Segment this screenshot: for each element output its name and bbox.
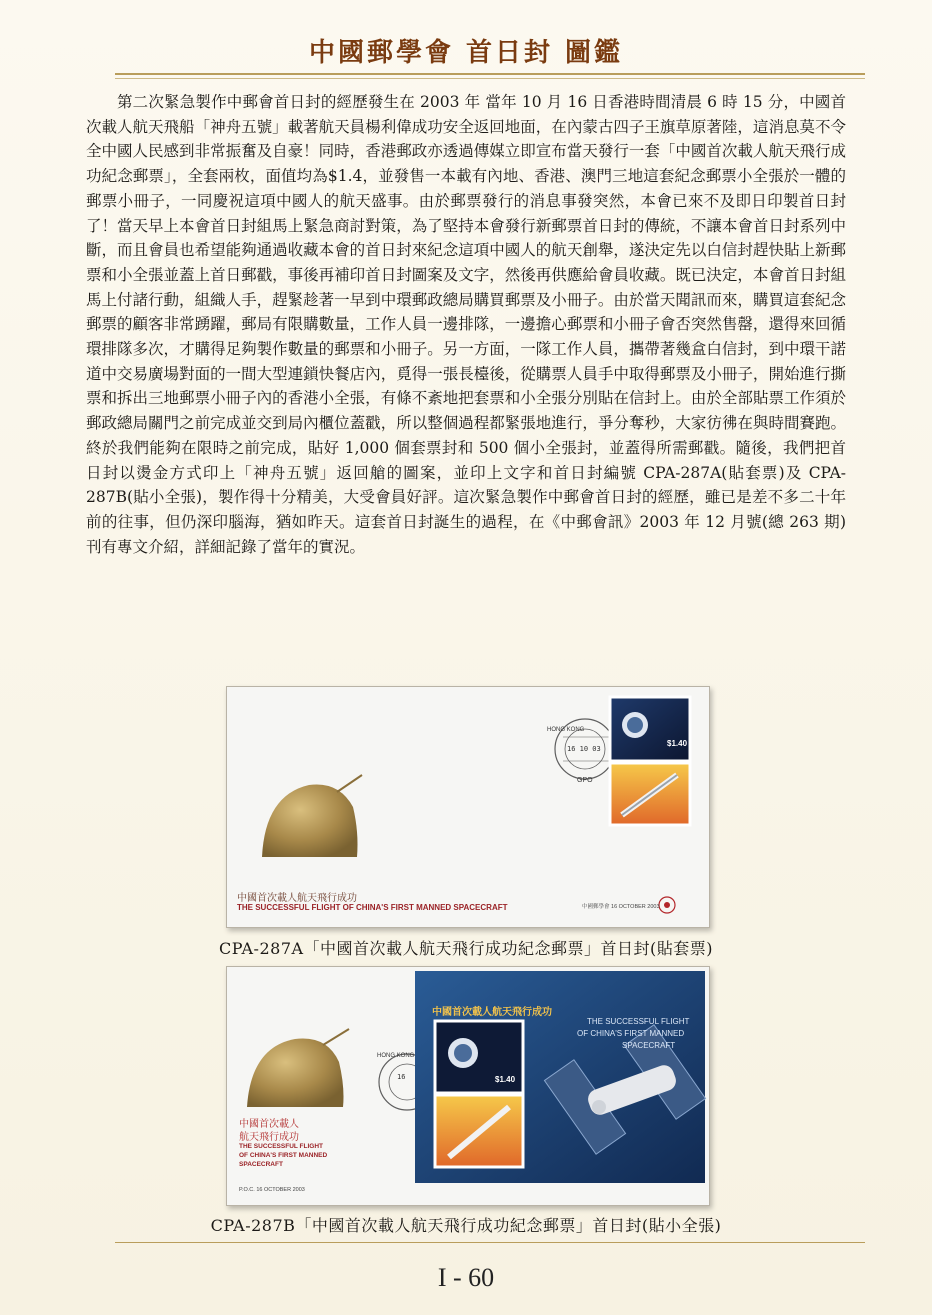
caption-cpa-287b: CPA-287B「中國首次載人航天飛行成功紀念郵票」首日封(貼小全張) xyxy=(210,1216,722,1235)
cover-a-footer: 中國郵學會 16 OCTOBER 2003 xyxy=(582,904,660,910)
postmark-code: GPO xyxy=(577,777,593,784)
footer-rule xyxy=(115,1242,865,1243)
title-rule xyxy=(115,73,865,75)
page-title: 中國郵學會 首日封 圖鑑 xyxy=(308,38,624,68)
stamp-astronaut xyxy=(610,697,690,761)
sheet-title-en-1: THE SUCCESSFUL FLIGHT xyxy=(587,1017,690,1026)
cover-b-title-cn-2: 航天飛行成功 xyxy=(239,1132,299,1143)
page-number: I - 60 xyxy=(437,1263,495,1292)
cover-a-title-en: THE SUCCESSFUL FLIGHT OF CHINA'S FIRST MANNED SPACECRAFT xyxy=(237,903,508,912)
cover-b-title-en-1: THE SUCCESSFUL FLIGHT xyxy=(239,1143,324,1150)
sheet-title-en-3: SPACECRAFT xyxy=(622,1041,676,1050)
article-body xyxy=(86,90,846,559)
postmark-date: 16 10 03 xyxy=(567,745,601,753)
cover-b-title-cn-1: 中國首次載人 xyxy=(239,1119,299,1130)
capsule-icon xyxy=(262,784,358,857)
title-rule-thin xyxy=(115,78,865,79)
cover-a-title-cn: 中國首次載人航天飛行成功 xyxy=(237,893,357,904)
stamp-value: $1.40 xyxy=(667,739,688,748)
cover-cpa-287b xyxy=(226,966,710,1206)
cover-b-title-en-3: SPACECRAFT xyxy=(239,1161,283,1168)
postmark-place: HONG KONG xyxy=(547,727,585,733)
cover-cpa-287a xyxy=(226,686,710,928)
cover-b-title-en-2: OF CHINA'S FIRST MANNED xyxy=(239,1152,328,1159)
postmark-place: HONG KONG xyxy=(377,1053,415,1059)
caption-cpa-287a: CPA-287A「中國首次載人航天飛行成功紀念郵票」首日封(貼套票) xyxy=(218,939,714,958)
article-paragraph: 第二次緊急製作中郵會首日封的經歷發生在 2003 年 當年 10 月 16 日香港時間清晨 6 時 15 分，中國首次載人航天飛船「神舟五號」載著航天員楊利偉成功安全返回地面，在內蒙古四子王旗草原著陸，這消息莫不令全中國人民感到非常振奮及自豪！同時，香港郵政亦透過傳媒立即宣布當天發行一套「中國首次載人航天飛行成功紀念郵票」，全套兩枚，面值均為$1.4，並發售一本載有內地、香港、澳門三地這套紀念郵票小全張於一體的郵票小冊子，一同慶祝這項中國人的航天盛事。由於郵票發行的消息事發突然，本會已來不及即日印製首日封了！當天早上本會首日封組馬上緊急商討對策，為了堅持本會發行新郵票首日封的傳統，不讓本會首日封系列中斷，而且會員也希望能夠通過收藏本會的首日封來紀念這項中國人的航天創舉，遂決定先以白信封趕快貼上新郵票和小全張並蓋上首日郵戳，事後再補印首日封圖案及文字，然後再供應給會員收藏。既已決定，本會首日封組馬上付諸行動，組織人手，趕緊趁著一早到中環郵政總局購買郵票及小冊子。由於當天聞訊而來，購買這套紀念郵票的顧客非常踴躍，郵局有限購數量，工作人員一邊排隊，一邊擔心郵票和小冊子會否突然售罄，還得來回循環排隊多次，才購得足夠製作數量的郵票和小冊子。另一方面，一隊工作人員，攜帶著幾盒白信封，到中環干諾道中交易廣場對面的一間大型連鎖快餐店內，覓得一張長檯後，從購票人員手中取得郵票及小冊子，開始進行撕票和拆出三地郵票小冊子內的香港小全張，有條不紊地把套票和小全張分別貼在信封上。由於全部貼票工作須於郵政總局關門之前完成並交到局內櫃位蓋戳，所以整個過程都緊張地進行，爭分奪秒，大家彷彿在與時間賽跑。終於我們能夠在限時之前完成，貼好 1,000 個套票封和 500 個小全張封，並蓋得所需郵戳。隨後，我們把首日封以燙金方式印上「神舟五號」返回艙的圖案，並印上文字和首日封編號 CPA-287A(貼套票)及 CPA-287B(貼小全張)，製作得十分精美，大受會員好評。這次緊急製作中郵會首日封的經歷，雖已是差不多二十年前的往事，但仍深印腦海，猶如昨天。這套首日封誕生的過程，在《中郵會訊》2003 年 12 月號(總 263 期)刊有專文介紹，詳細記錄了當年的實況。 xyxy=(86,93,846,556)
stamp-value: $1.40 xyxy=(495,1075,516,1084)
sheet-title-en-2: OF CHINA'S FIRST MANNED xyxy=(577,1029,685,1038)
capsule-icon xyxy=(247,1038,344,1107)
cover-b-footer: P.O.C. 16 OCTOBER 2003 xyxy=(239,1187,305,1193)
sheet-title-cn: 中國首次載人航天飛行成功 xyxy=(432,1007,552,1018)
postmark-date: 16 xyxy=(397,1073,406,1081)
